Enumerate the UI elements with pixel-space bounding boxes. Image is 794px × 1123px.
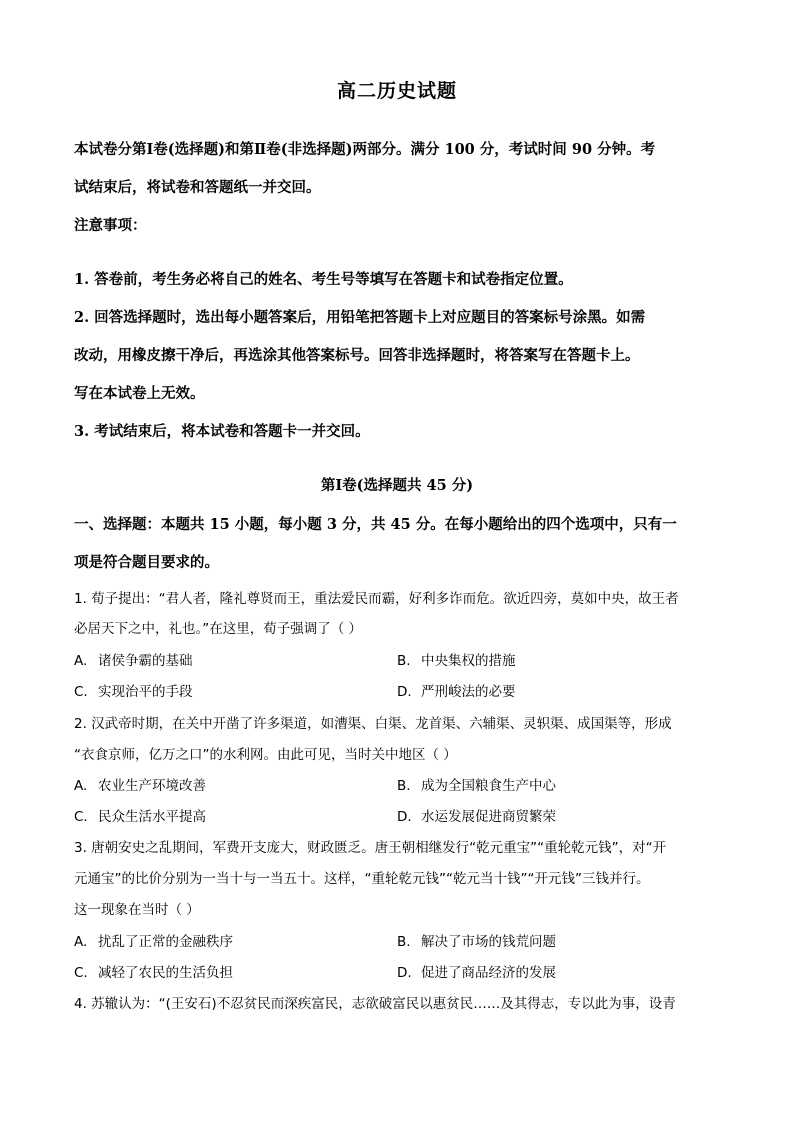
option-row [74, 680, 724, 700]
notice-heading: 注意事项： [74, 217, 147, 234]
option-a: A. 扰乱了正常的金融秩序 [74, 934, 233, 950]
notice-item-2-line: 写在本试卷上无效。 [74, 385, 205, 402]
option-d: D. 严刑峻法的必要 [397, 684, 516, 700]
option-c: C. 民众生活水平提高 [74, 809, 206, 825]
option-row [74, 930, 724, 950]
option-row [74, 961, 724, 981]
intro-line: 本试卷分第Ⅰ卷(选择题)和第Ⅱ卷(非选择题)两部分。满分 100 分，考试时间 90 分钟。考 [74, 141, 656, 158]
section-instruction: 项是符合题目要求的。 [74, 554, 219, 571]
option-c: C. 实现治平的手段 [74, 684, 193, 700]
option-a: A. 农业生产环境改善 [74, 778, 206, 794]
option-d: D. 促进了商品经济的发展 [397, 965, 556, 981]
question-stem-line: 4. 苏辙认为：“(王安石)不忍贫民而深疾富民，志欲破富民以惠贫民……及其得志，专以此为事，设青 [74, 996, 676, 1012]
option-row [74, 649, 724, 669]
option-c: C. 减轻了农民的生活负担 [74, 965, 233, 981]
option-row [74, 805, 724, 825]
question-stem-line: 3. 唐朝安史之乱期间，军费开支庞大，财政匮乏。唐王朝相继发行“乾元重宝”“重轮乾元钱”，对“开 [74, 840, 667, 856]
question-stem-line: 这一现象在当时（ ） [74, 902, 200, 918]
notice-item-3: 3. 考试结束后，将本试卷和答题卡一并交回。 [74, 423, 370, 440]
question-stem-line: “衣食京师，亿万之口”的水利网。由此可见，当时关中地区（ ） [74, 747, 457, 763]
question-stem-line: 必居天下之中，礼也。”在这里，荀子强调了（ ） [74, 621, 363, 637]
option-b: B. 中央集权的措施 [397, 653, 516, 669]
option-a: A. 诸侯争霸的基础 [74, 653, 193, 669]
option-row [74, 774, 724, 794]
option-d: D. 水运发展促进商贸繁荣 [397, 809, 556, 825]
intro-line: 试结束后，将试卷和答题纸一并交回。 [74, 179, 321, 196]
notice-item-1: 1. 答卷前，考生务必将自己的姓名、考生号等填写在答题卡和试卷指定位置。 [74, 271, 573, 288]
notice-item-2-line: 2. 回答选择题时，选出每小题答案后，用铅笔把答题卡上对应题目的答案标号涂黑。如需 [74, 309, 646, 326]
question-stem-line: 元通宝”的比价分别为一当十与一当五十。这样，“重轮乾元钱”“乾元当十钱”“开元钱”三钱并行。 [74, 871, 650, 887]
option-b: B. 解决了市场的钱荒问题 [397, 934, 556, 950]
notice-item-2-line: 改动，用橡皮擦干净后，再选涂其他答案标号。回答非选择题时，将答案写在答题卡上。 [74, 347, 640, 364]
question-stem-line: 1. 荀子提出：“君人者，隆礼尊贤而王，重法爱民而霸，好利多诈而危。欲近四旁，莫如中央，故王者 [74, 591, 679, 607]
page-title: 高二历史试题 [336, 80, 457, 102]
section-instruction: 一、选择题：本题共 15 小题，每小题 3 分，共 45 分。在每小题给出的四个选项中，只有一 [74, 516, 677, 533]
question-stem-line: 2. 汉武帝时期，在关中开凿了许多渠道，如漕渠、白渠、龙首渠、六辅渠、灵轵渠、成国渠等，形成 [74, 716, 672, 732]
option-b: B. 成为全国粮食生产中心 [397, 778, 556, 794]
section-header: 第Ⅰ卷(选择题共 45 分) [320, 477, 474, 494]
